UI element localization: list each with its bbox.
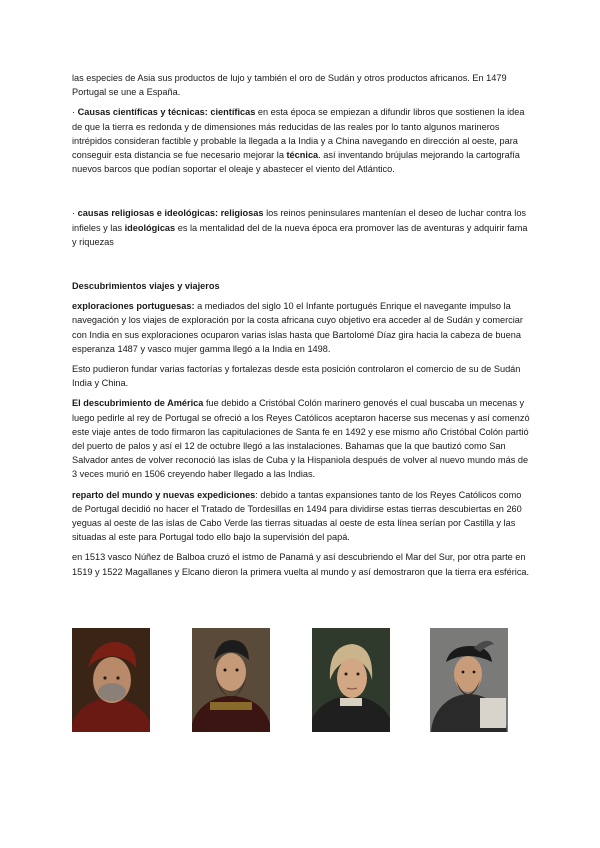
portrait-navigator-red-hat-icon — [72, 628, 150, 732]
bullet: · — [72, 208, 78, 219]
portrait-columbus-icon — [312, 628, 390, 732]
portrait-gallery — [72, 628, 528, 732]
text: en esta época se empiezan a difundir libros que sostienen la idea de que la tierra es redonda y de dimensiones más reducidas de las reales por lo tanto algunos marineros intrépidos consideran factible y probable la llegada a la India y a China navegando en dirección al oeste, para conseguir esta distancia se fue necesario mejorar la — [72, 107, 525, 161]
paragraph-balboa-magellan: en 1513 vasco Núñez de Balboa cruzó el istmo de Panamá y así descubriendo el Mar del Sur, por otra parte en 1519 y 1522 Magallanes y Elcano dieron la primera vuelta al mundo y así demostraron que la tierra era esférica. — [72, 552, 530, 577]
term-scientific-causes: Causas científicas y técnicas: científicas — [77, 107, 256, 118]
portrait-explorer-plumed-hat-icon — [430, 628, 508, 732]
text: fue debido a Cristóbal Colón marinero genovés el cual buscaba un mecenas y luego pedirle al rey de Portugal se ofreció a los Reyes Católicos aceptaron hacerse sus mecenas y así comenzó este viaje antes de todo firmaron las capitulaciones de Santa fe en 1492 y ese mismo año Cristóbal Colón partió del puerto de palos y así el 12 de octubre llegó a las instalaciones. Bahamas que la que bautizó como San Salvador antes de volver reconoció las islas de Cuba y la Hispaniola después de volver al nuevo mundo más de 3 veces murió en 1506 creyendo haber llegado a las Indias. — [72, 398, 530, 480]
text: . así inventando brújulas mejorando la cartografía nuevos barcos que podían soportar el oleaje y abastecer el viento del Atlántico. — [72, 150, 520, 175]
text: los reinos peninsulares mantenían el deseo de luchar contra los infieles y las — [72, 208, 527, 233]
text: a mediados del siglo 10 el Infante portugués Enrique el navegante impulso la navegación y los viajes de exploración por la costa africana cuyo objetivo era acceder al de Sudán y comerciar con India en sus exploraciones ocuparon varias islas hasta que Bartolomé Díaz gira hacia la cabeza de buena esperanza 1487 y vasco mujer gamma llegó a la India en 1498. — [72, 301, 523, 354]
portrait-bearded-explorer-icon — [192, 628, 270, 732]
paragraph-religious-causes — [72, 206, 532, 249]
term-ideological: ideológicas — [124, 222, 176, 233]
text: es la mentalidad del de la nueva época era promover las de aventuras y adquirir fama y riquezas — [72, 222, 528, 247]
section-heading: Descubrimientos viajes y viajeros — [72, 281, 220, 292]
document-body — [72, 71, 532, 579]
term-world-division: reparto del mundo y nuevas expediciones — [72, 489, 256, 500]
term-portuguese-explorations: exploraciones portuguesas: — [72, 301, 195, 312]
term-religious-causes: causas religiosas e ideológicas: religiosas — [77, 208, 264, 219]
text: : debido a tantas expansiones tanto de los Reyes Católicos como de Portugal decidió no hacer el Tratado de Tordesillas en 1494 para dividirse estas tierras descubiertas en 260 yeguas al oeste de las islas de Cabo Verde las tierras situadas al oeste de esta línea serían por Castilla y las situadas al este para Portugal todo ello bajo la supervisión del papá. — [72, 489, 522, 543]
paragraph-america — [72, 396, 532, 481]
bullet: · — [72, 107, 78, 118]
paragraph-scientific-causes — [72, 105, 532, 176]
paragraph-trade: las especies de Asia sus productos de lujo y también el oro de Sudán y otros productos africanos. En 1479 Portugal se une a España. — [72, 73, 507, 98]
term-technique: técnica — [286, 150, 319, 161]
paragraph-factories: Esto pudieron fundar varias factorías y fortalezas desde esta posición controlaron el comercio de su de Sudán India y China. — [72, 364, 521, 389]
paragraph-world-division — [72, 488, 532, 545]
paragraph-portuguese-explorations — [72, 299, 532, 356]
term-discovery-america: El descubrimiento de América — [72, 398, 204, 409]
